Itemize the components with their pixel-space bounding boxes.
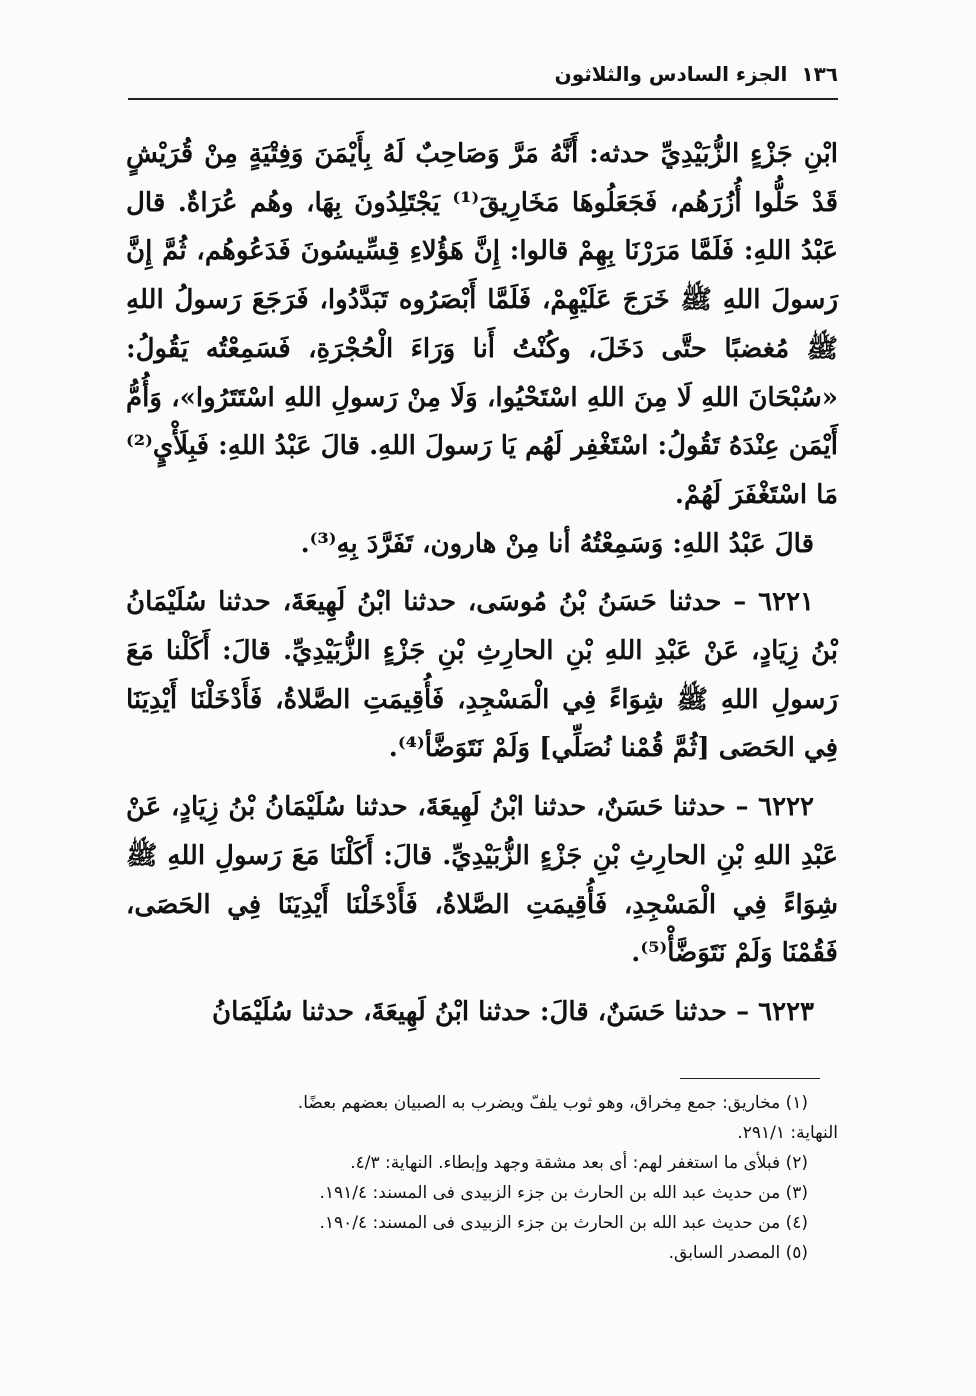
paragraph-note: قالَ عَبْدُ اللهِ: وَسَمِعْتُهُ أنا مِنْ هارون، تَفَرَّدَ بِهِ⁽³⁾. xyxy=(300,528,814,559)
footnote-5: (٥) المصدر السابق. xyxy=(668,1243,808,1263)
footnote-rule xyxy=(680,1078,820,1079)
hadith-number: ٦٢٢٣ xyxy=(758,996,814,1027)
main-text xyxy=(126,130,838,1037)
running-header xyxy=(128,62,838,86)
footnote-4: (٤) من حديث عبد الله بن الحارث بن جزء الزبيدى فى المسند: ١٩٠/٤. xyxy=(319,1213,808,1233)
hadith-6222 xyxy=(126,783,838,978)
paragraph-continuation: ابْنِ جَزْءٍ الزُّبَيْدِيِّ حدثه: أَنَّهُ مَرَّ وَصَاحِبٌ لَهُ بِأَيْمَنَ وَفِتْيَةٍ مِنْ قُرَيْشٍ قَدْ حَلُّوا أُزُرَهُم، فَجَعَلُوهَا مَخَارِيقَ⁽¹⁾ يَجْتَلِدُونَ بِهَا، وهُم عُرَاةٌ. قال عَبْدُ اللهِ: فَلَمَّا مَرَرْنَا بِهِمْ قالوا: إِنَّ هَؤُلاءِ قِسِّيسُونَ فَدَعُوهُم، ثُمَّ إِنَّ رَسولَ اللهِ ﷺ خَرَجَ عَلَيْهِمْ، فَلَمَّا أَبْصَرُوه تَبَدَّدُوا، فَرَجَعَ رَسولُ اللهِ ﷺ مُغضبًا حتَّى دَخَلَ، وكُنْتُ أَنا وَرَاءَ الْحُجْرَةِ، فَسَمِعْتُه يَقُولُ: «سُبْحَانَ اللهِ لَا مِنَ اللهِ اسْتَحْيُوا، وَلَا مِنْ رَسولِ اللهِ اسْتَتَرُوا»، وَأُمُّ أَيْمَن عِنْدَهُ تَقُولُ: اسْتَغْفِر لَهُم يَا رَسولَ اللهِ. قالَ عَبْدُ اللهِ: فَبِلَأْيٍ⁽²⁾ مَا اسْتَغْفَرَ لَهُمْ. xyxy=(126,139,839,510)
footnote-2: (٢) فبلأى ما استغفر لهم: أى بعد مشقة وجهد وإبطاء. النهاية: ٤/٣. xyxy=(350,1153,808,1173)
page-number: ١٣٦ xyxy=(801,62,838,86)
hadith-6223 xyxy=(126,988,838,1037)
hadith-text: – حدثنا حَسَنٌ، حدثنا ابْنُ لَهِيعَةَ، حدثنا سُلَيْمَانُ بْنُ زِيَادٍ، عَنْ عَبْدِ اللهِ بْنِ الحارِثِ بْنِ جَزْءٍ الزُّبَيْدِيِّ. قالَ: أَكَلْنَا مَعَ رَسولِ اللهِ ﷺ شِوَاءً فِي الْمَسْجِدِ، فَأُقِيمَتِ الصَّلاةُ، فَأَدْخَلْنَا أَيْدِيَنَا فِي الحَصَى، فَقُمْنَا وَلَمْ نَتَوَضَّأْ⁽⁵⁾. xyxy=(126,792,838,969)
footnote-1-continuation: النهاية: ٢٩١/١. xyxy=(737,1123,838,1143)
hadith-text: – حدثنا حَسَنٌ، قالَ: حدثنا ابْنُ لَهِيعَةَ، حدثنا سُلَيْمَانُ xyxy=(212,996,750,1027)
footnotes xyxy=(126,1088,838,1268)
hadith-text: – حدثنا حَسَنُ بْنُ مُوسَى، حدثنا ابْنُ لَهِيعَةَ، حدثنا سُلَيْمَانُ بْنُ زِيَادٍ، عَنْ عَبْدِ اللهِ بْنِ الحارِثِ بْنِ جَزْءٍ الزُّبَيْدِيِّ. قالَ: أَكَلْنا مَعَ رَسولِ اللهِ ﷺ شِوَاءً فِي الْمَسْجِدِ، فَأُقِيمَتِ الصَّلاةُ، فَأَدْخَلْنَا أَيْدِيَنَا فِي الحَصَى [ثُمَّ قُمْنا نُصَلِّي] وَلَمْ نَتَوَضَّأ⁽⁴⁾. xyxy=(126,587,838,764)
hadith-6221 xyxy=(126,578,838,773)
hadith-number: ٦٢٢١ xyxy=(758,587,814,618)
header-rule xyxy=(128,98,838,100)
footnote-3: (٣) من حديث عبد الله بن الحارث بن جزء الزبيدى فى المسند: ١٩١/٤. xyxy=(319,1183,808,1203)
page-title: الجزء السادس والثلاثون xyxy=(554,62,788,86)
hadith-number: ٦٢٢٢ xyxy=(758,792,814,823)
footnote-1: (١) مخاريق: جمع مِخراق، وهو ثوب يلفّ ويضرب به الصبيان بعضهم بعضًا. xyxy=(297,1093,808,1113)
